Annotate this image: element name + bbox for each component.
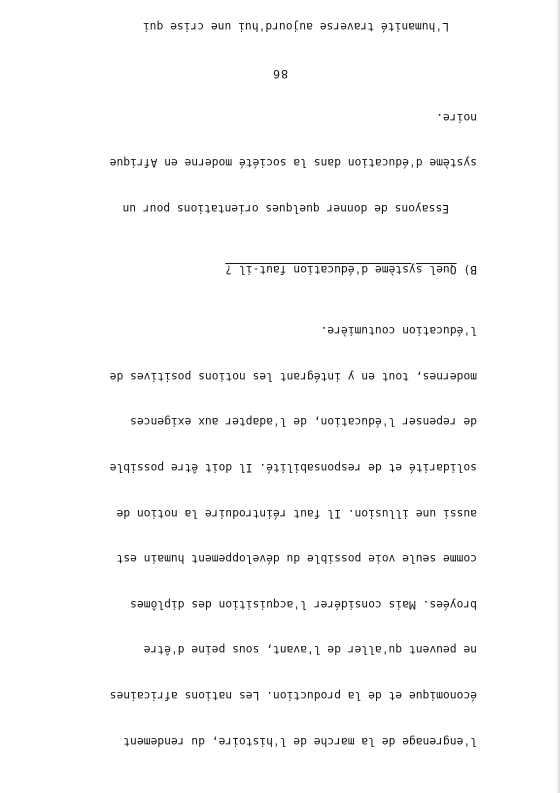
paragraph-2: [45, 79, 477, 246]
page-content: [45, 0, 477, 779]
text-line: Essayons de donner quelques orientations pour un: [122, 201, 449, 215]
text-line: broyées. Mais considérer l'acquisition des diplômes: [130, 597, 477, 611]
page-number: 86: [272, 67, 288, 81]
text-line: économique et de la production. Les nations africaines: [109, 688, 477, 702]
text-line: l'éducation coutumière.: [320, 324, 477, 338]
text-line: modernes, tout en y intégrant les notions positives de: [109, 369, 477, 383]
text-line: système d'éducation dans la société moderne en Afrique: [109, 156, 477, 170]
section-heading: [45, 262, 477, 277]
section-heading-title: Quel système d'éducation faut-il ?: [225, 263, 457, 277]
text-line: l'engrenage de la marche de l'histoire, du rendement: [123, 734, 477, 748]
text-line: L'humanité traverse aujourd'hui une crise qui: [142, 19, 449, 33]
text-line: de repenser l'éducation, de l'adapter aux exigences: [130, 415, 477, 429]
section-heading-prefix: B): [456, 263, 477, 277]
paragraph-1: [45, 293, 477, 780]
text-line: comme seule voie possible du développement humain est: [116, 552, 477, 566]
text-line: ne peuvent qu'aller de l'avant, sous peine d'être: [143, 643, 477, 657]
paragraph-3: [45, 0, 477, 64]
text-line: solidarité et de responsabilité. Il doit être possible: [109, 460, 477, 474]
text-line: noire.: [436, 110, 477, 124]
scan-shadow-edge: [556, 0, 560, 793]
text-line: aussi une illusion. Il faut réintroduire la notion de: [116, 506, 477, 520]
